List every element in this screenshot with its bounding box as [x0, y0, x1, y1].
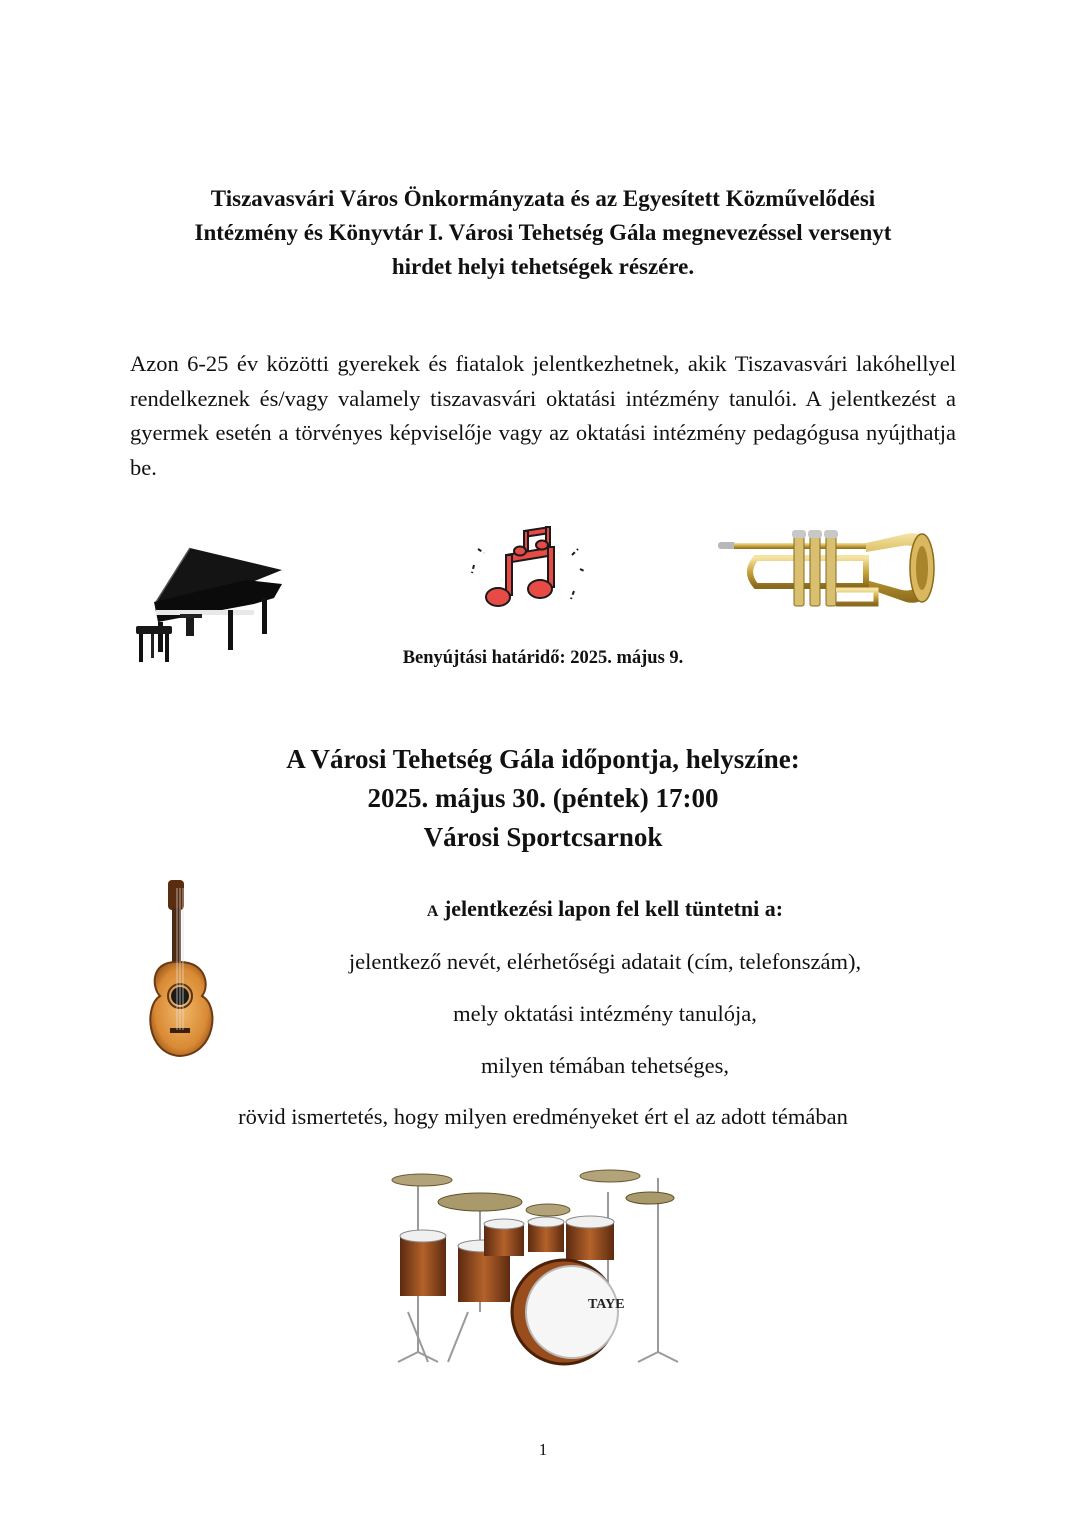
deadline-text: Benyújtási határidő: 2025. május 9.	[402, 648, 684, 668]
gala-info	[150, 740, 936, 857]
requirements-title	[300, 896, 910, 922]
intro-paragraph: Azon 6-25 év közötti gyerekek és fiatalok jelentkezhetnek, akik Tiszavasvári lakóhellyel rendelkeznek és/vagy valamely tiszavasvári oktatási intézmény tanulói. A jelentkezést a gyermek esetén a törvényes képviselője vagy az oktatási intézmény pedagógusa nyújthatja be.	[130, 351, 956, 480]
gala-date: 2025. május 30. (péntek) 17:00	[367, 783, 719, 813]
requirement-item-4: rövid ismertetés, hogy milyen eredményeket ért el az adott témában	[238, 1104, 848, 1129]
drum-kit-image	[388, 1162, 694, 1368]
heading-line-3: hirdet helyi tehetségek részére.	[391, 254, 695, 279]
requirements-title-initial: A	[426, 903, 439, 920]
gala-venue: Városi Sportcsarnok	[423, 822, 663, 852]
requirements-title-rest: jelentkezési lapon fel kell tüntetni a:	[438, 896, 784, 921]
trumpet-image	[716, 528, 938, 620]
requirement-item-3: milyen témában tehetséges,	[480, 1053, 730, 1078]
drum-brand-text: TAYE	[588, 1297, 625, 1312]
gala-title: A Városi Tehetség Gála időpontja, helyszíne:	[286, 744, 800, 774]
requirement-item-1: jelentkező nevét, elérhetőségi adatait (cím, telefonszám),	[348, 949, 862, 974]
music-notes-icon	[468, 525, 588, 620]
requirement-item-2: mely oktatási intézmény tanulója,	[453, 1001, 757, 1026]
announcement-heading	[100, 182, 986, 284]
page-number: 1	[538, 1440, 548, 1459]
heading-line-1: Tiszavasvári Város Önkormányzata és az Egyesített Közművelődési	[210, 186, 876, 211]
heading-line-2: Intézmény és Könyvtár I. Városi Tehetség Gála megnevezéssel versenyt	[194, 220, 892, 245]
grand-piano-image	[134, 540, 284, 665]
